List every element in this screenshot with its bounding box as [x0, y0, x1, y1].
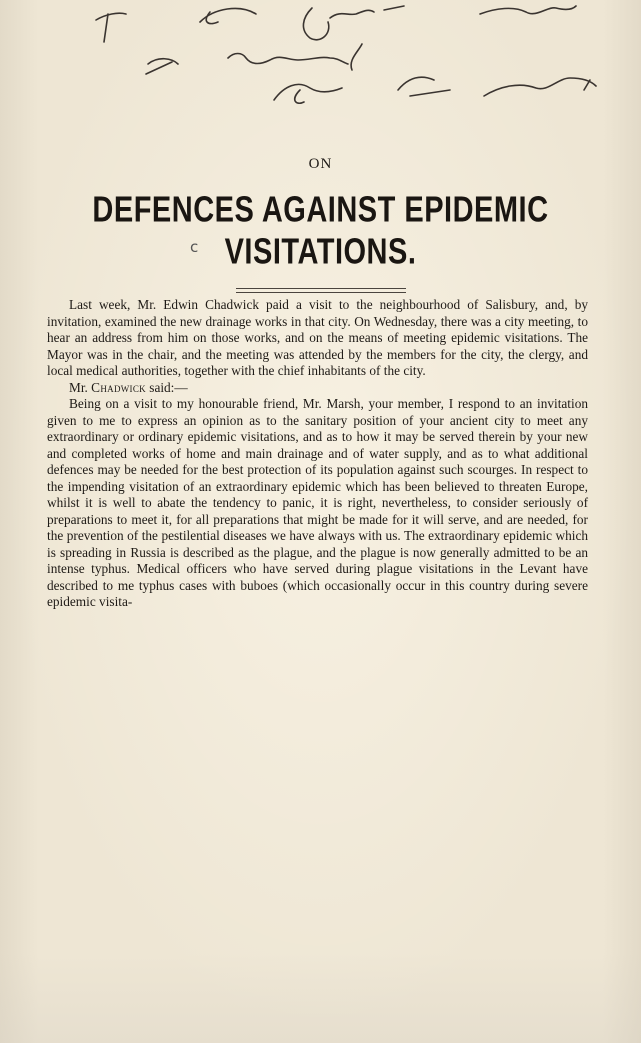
title-rule-top — [236, 288, 406, 289]
article-body — [47, 297, 588, 611]
speaker-name: Chadwick — [91, 379, 146, 395]
heading-prefix: ON — [308, 156, 333, 172]
title-line-1: DEFENCES AGAINST EPIDEMIC — [92, 190, 549, 230]
title-line-2: VISITATIONS. — [224, 232, 417, 272]
title-rule-bottom — [236, 292, 406, 293]
speech-paragraph: Being on a visit to my honourable friend, Mr. Marsh, your member, I respond to an invitation given to me to express an opinion as to the sanitary position of your ancient city to meet any extraordinary or ordinary epidemic visitations, and as to how it may be served therein by your new and completed works of home and main drainage and of water supply, and as to what additional defences may be needed for the best protection of its population against such scourges. In respect to the impending visitation of an extraordinary epidemic which has been believed to threaten Europe, whilst it is well to abate the tendency to panic, it is right, nevertheless, to consider seriously of preparations to meet it, for all preparations that might be made for it will serve, and are needed, for the prevention of the pestilential diseases we have always with us. The extraordinary epidemic which is spreading in Russia is described as the plague, and the plague is now generally admitted to be an intense typhus. Medical officers who have served during plague visitations in the Levant have described to me typhus cases with buboes (which occasionally occur in this country during severe epidemic visita- — [47, 396, 588, 609]
speaker-prefix: Mr. — [69, 379, 88, 395]
speaker-suffix: said:— — [149, 379, 188, 395]
intro-paragraph: Last week, Mr. Edwin Chadwick paid a visit to the neighbourhood of Salisbury, and, by invitation, examined the new drainage works in that city. On Wednesday, there was a city meeting, to hear an address from him on those works, and on the means of meeting epidemic visitations. The Mayor was in the chair, and the meeting was attended by the members for the city, the clergy, and local medical authorities, together with the chief inhabitants of the city. — [47, 297, 588, 378]
handwritten-inscription — [0, 0, 641, 130]
speaker-line — [47, 380, 588, 397]
pencil-mark: c — [190, 238, 199, 256]
page-bottom-shading — [0, 953, 641, 1043]
